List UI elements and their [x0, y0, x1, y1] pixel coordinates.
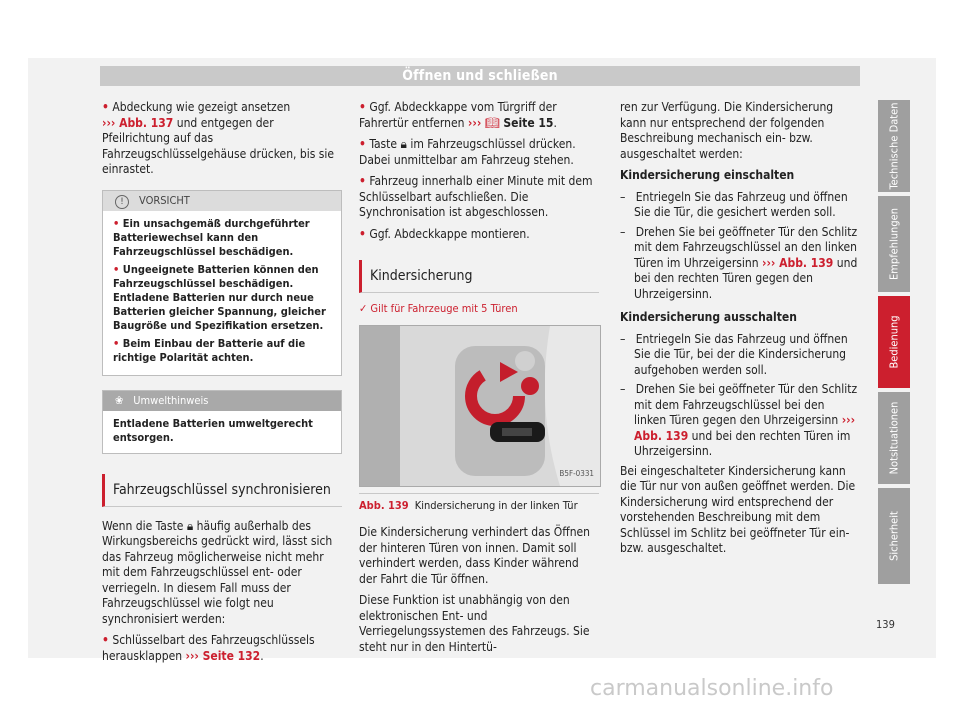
step: – Drehen Sie bei geöffneter Tür den Schlitz mit dem Fahrzeugschlüssel bei den linken Türen gegen den Uhrzeigersinn ››› Abb. 139 und bei den rechten Türen im Uhrzeigersinn.: [620, 382, 858, 458]
sidebar-tab-empfehlungen[interactable]: Empfehlungen: [878, 196, 910, 292]
warning-body: [103, 211, 341, 375]
figure-child-lock: [359, 325, 601, 487]
warning-box: [102, 190, 342, 376]
paragraph: • Abdeckung wie gezeigt ansetzen ››› Abb. 137 und entgegen der Pfeilrichtung auf das Fahrzeugschlüsselgehäuse drücken, bis sie einrastet.: [102, 100, 335, 176]
applicability-note: ✓ Gilt für Fahrzeuge mit 5 Türen: [359, 302, 518, 315]
section-heading: Fahrzeugschlüssel synchronisieren: [102, 474, 342, 507]
page-header: Öffnen und schließen: [100, 66, 860, 86]
sidebar-tab-bedienung[interactable]: Bedienung: [878, 296, 910, 388]
paragraph: Diese Funktion ist unabhängig von den elektronischen Ent- und Verriegelungssystemen des Fahrzeugs. Sie steht nur in den Hintertü-: [359, 593, 590, 654]
paragraph: Bei eingeschalteter Kindersicherung kann die Tür nur von außen geöffnet werden. Die Kindersicherung wird entsprechend der vorstehenden Beschreibung mit dem Schlüssel im Schlitz bei geöffneter Tür ein- bzw. ausgeschaltet.: [620, 463, 856, 555]
warning-item: • Ungeeignete Batterien können den Fahrzeugschlüssel beschädigen. Entladene Batterien nur durch neue Batterien gleicher Spannung, gleicher Baugröße und Spezifikation ersetzen.: [113, 262, 326, 332]
list-item: • Ggf. Abdeckkappe montieren.: [359, 226, 530, 241]
list-item: • Taste 🔒︎ im Fahrzeugschlüssel drücken. Dabei unmittelbar am Fahrzeug stehen.: [359, 137, 576, 167]
book-icon: 📖︎: [484, 115, 500, 130]
figure-link[interactable]: ››› Abb. 139: [634, 413, 856, 443]
warning-icon: !: [115, 195, 129, 209]
environment-body: Entladene Batterien umweltgerecht entsorgen.: [113, 416, 313, 444]
environment-header: ❀ Umwelthinweis: [103, 391, 341, 411]
figure-link[interactable]: ››› Abb. 137: [102, 115, 174, 130]
door-illustration: [360, 326, 600, 486]
sidebar-tab-notsituationen[interactable]: Notsituationen: [878, 392, 910, 484]
step: – Entriegeln Sie das Fahrzeug und öffnen Sie die Tür, bei der die Kindersicherung aufgehoben werden soll.: [620, 331, 848, 377]
paragraph: ren zur Verfügung. Die Kindersicherung kann nur entsprechend der folgenden Beschreibung mechanisch ein- bzw. ausgeschaltet werden:: [620, 100, 834, 161]
lock-icon: 🔒︎: [186, 518, 194, 533]
column-1: [102, 100, 342, 670]
figure-link[interactable]: ››› Abb. 139: [762, 255, 834, 270]
step: – Drehen Sie bei geöffneter Tür den Schlitz mit dem Fahrzeugschlüssel an den linken Türen im Uhrzeigersinn ››› Abb. 139 und bei den rechten Türen gegen den Uhrzeigersinn.: [620, 224, 858, 301]
figure-caption: Abb. 139 Kindersicherung in der linken Tür: [359, 493, 599, 514]
page-number: 139: [876, 618, 895, 631]
sidebar-tab-technische-daten[interactable]: Technische Daten: [878, 100, 910, 192]
section-heading: Kindersicherung: [359, 260, 599, 293]
warning-item: • Ein unsachgemäß durchgeführter Batteriewechsel kann den Fahrzeugschlüssel beschädigen.: [113, 216, 310, 258]
lock-icon: 🔒︎: [400, 137, 407, 151]
paragraph: • Schlüsselbart des Fahrzeugschlüssels herausklappen ››› Seite 132.: [102, 633, 315, 663]
column-3: [620, 100, 860, 563]
page-link[interactable]: Seite 15: [503, 115, 554, 130]
page-link[interactable]: ››› Seite 132: [185, 648, 261, 663]
subheading: Kindersicherung ausschalten: [620, 310, 797, 324]
column-2: [359, 100, 599, 661]
warning-header: ! VORSICHT: [103, 191, 341, 211]
figure-code: B5F-0331: [559, 469, 594, 478]
sidebar-tab-sicherheit[interactable]: Sicherheit: [878, 488, 910, 584]
list-item: • Fahrzeug innerhalb einer Minute mit dem Schlüsselbart aufschließen. Die Synchronisation ist abgeschlossen.: [359, 174, 593, 219]
flower-icon: ❀: [115, 393, 124, 407]
environment-box: [102, 390, 342, 454]
list-item: • Ggf. Abdeckkappe vom Türgriff der Fahrertür entfernen ››› 📖︎ Seite 15.: [359, 100, 557, 130]
paragraph: Wenn die Taste 🔒︎ häufig außerhalb des Wirkungsbereichs gedrückt wird, lässt sich das Fahrzeug möglicherweise nicht mehr mit dem Fahrzeugschlüssel ent- oder verriegeln. In diesem Fall muss der Fahrzeugschlüssel wie folgt neu synchronisiert werden:: [102, 518, 333, 626]
watermark: carmanualsonline.info: [590, 676, 834, 701]
paragraph: Die Kindersicherung verhindert das Öffnen der hinteren Türen von innen. Damit soll verhindert werden, dass Kinder während der Fahrt die Tür öffnen.: [359, 525, 591, 586]
warning-item: • Beim Einbau der Batterie auf die richtige Polarität achten.: [113, 336, 306, 364]
subheading: Kindersicherung einschalten: [620, 168, 795, 182]
step: – Entriegeln Sie das Fahrzeug und öffnen Sie die Tür, die gesichert werden soll.: [620, 189, 848, 219]
